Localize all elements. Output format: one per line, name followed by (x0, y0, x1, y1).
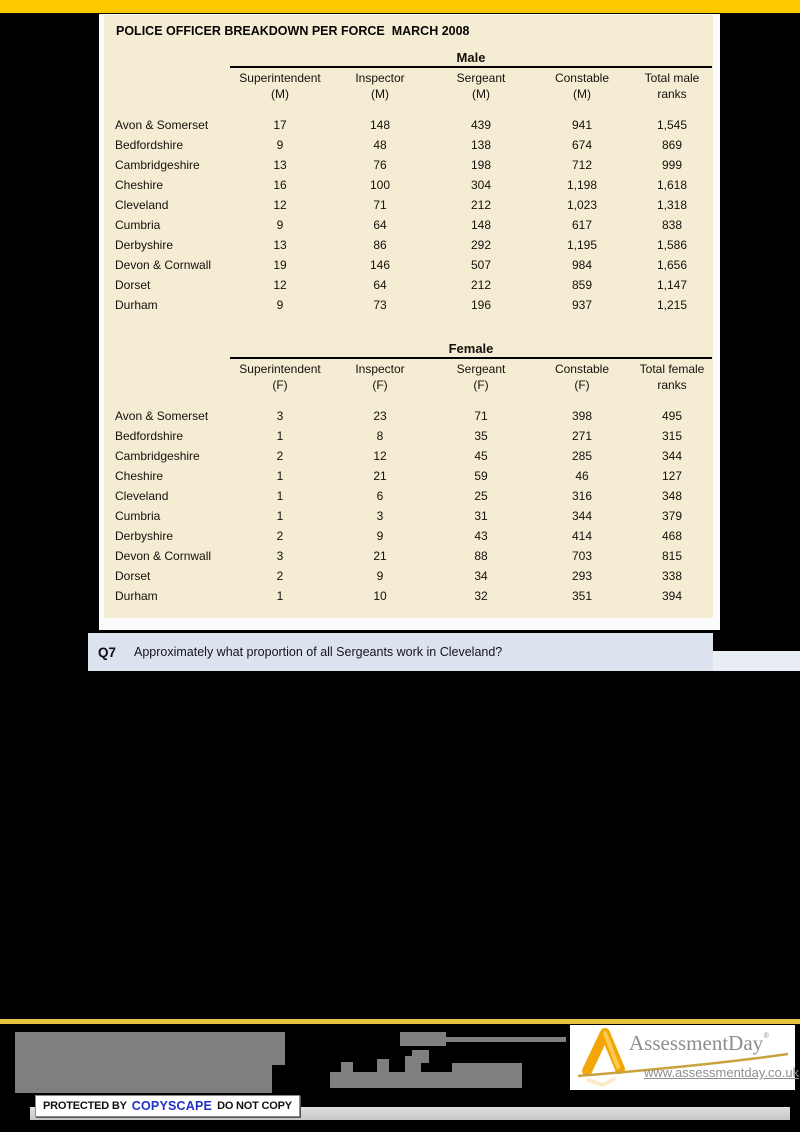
table-row (104, 215, 713, 235)
row-label-header-spacer (104, 362, 230, 393)
redacted-block (15, 1065, 272, 1093)
table-row (104, 275, 713, 295)
redacted-block (400, 1032, 446, 1046)
table-row (104, 155, 713, 175)
force-name: Cambridgeshire (115, 158, 200, 173)
value-cell: 1,215 (656, 298, 688, 313)
force-name: Avon & Somerset (115, 118, 209, 133)
value-cell: 212 (470, 278, 492, 293)
value-cell: 12 (273, 198, 287, 213)
value-cell: 999 (661, 158, 683, 173)
value-cell: 315 (661, 429, 683, 444)
table-background (104, 15, 713, 618)
column-header-line1: Constable (554, 362, 610, 377)
table-row (104, 175, 713, 195)
table-row (104, 526, 713, 546)
column-header (330, 362, 430, 393)
column-header-line1: Sergeant (456, 71, 506, 85)
value-cell: 394 (661, 589, 683, 604)
section-rule (230, 50, 712, 68)
column-header (632, 71, 712, 102)
table-row (104, 235, 713, 255)
copyscape-brand: COPYSCAPE (131, 1099, 213, 1113)
value-cell: 344 (571, 509, 593, 524)
force-name: Cleveland (115, 198, 169, 213)
value-cell: 35 (474, 429, 488, 444)
column-header (532, 362, 632, 393)
value-cell: 46 (575, 469, 589, 484)
column-header-line2: (M) (371, 86, 389, 101)
force-name: Cheshire (115, 178, 164, 193)
question-number: Q7 (98, 644, 117, 660)
value-cell: 196 (470, 298, 492, 313)
column-header (532, 71, 632, 102)
value-cell: 1 (276, 429, 284, 444)
brand-name: AssessmentDay® (629, 1031, 770, 1055)
value-cell: 304 (470, 178, 492, 193)
table-row (104, 295, 713, 315)
column-header-line1: Inspector (355, 362, 405, 377)
force-name: Cumbria (115, 509, 161, 524)
section-gender-label: Male (456, 50, 486, 65)
value-cell: 2 (276, 449, 284, 464)
value-cell: 100 (369, 178, 391, 193)
data-table-panel (99, 14, 720, 630)
force-name: Dorset (115, 569, 151, 584)
table-row (104, 466, 713, 486)
column-header-line1: Superintendent (239, 362, 321, 377)
column-header (230, 362, 330, 393)
column-header-line1: Inspector (355, 71, 405, 85)
column-header-line1: Total female (639, 362, 705, 377)
redacted-block (405, 1056, 421, 1072)
value-cell: 146 (369, 258, 391, 273)
value-cell: 1,618 (656, 178, 688, 193)
copyscape-suffix: DO NOT COPY (217, 1100, 292, 1112)
value-cell: 1 (276, 509, 284, 524)
column-header-line1: Sergeant (456, 362, 506, 377)
question-box-extension (713, 651, 800, 671)
value-cell: 1 (276, 469, 284, 484)
value-cell: 198 (470, 158, 492, 173)
table-row (104, 115, 713, 135)
registered-mark: ® (763, 1031, 770, 1040)
value-cell: 23 (373, 409, 387, 424)
value-cell: 6 (376, 489, 384, 504)
value-cell: 495 (661, 409, 683, 424)
value-cell: 86 (373, 238, 387, 253)
value-cell: 712 (571, 158, 593, 173)
value-cell: 21 (373, 469, 387, 484)
redacted-block (341, 1062, 353, 1072)
value-cell: 8 (376, 429, 384, 444)
table-title: POLICE OFFICER BREAKDOWN PER FORCE MARCH 2008 (116, 24, 470, 38)
section-gender-label: Female (448, 341, 494, 357)
value-cell: 468 (661, 529, 683, 544)
table-row (104, 566, 713, 586)
column-header (430, 362, 532, 393)
value-cell: 16 (273, 178, 287, 193)
value-cell: 838 (661, 218, 683, 233)
value-cell: 2 (276, 569, 284, 584)
footer-accent-line (0, 1019, 800, 1024)
value-cell: 21 (373, 549, 387, 564)
value-cell: 12 (373, 449, 387, 464)
value-cell: 71 (373, 198, 387, 213)
value-cell: 1,318 (656, 198, 688, 213)
value-cell: 12 (273, 278, 287, 293)
value-cell: 3 (376, 509, 384, 524)
value-cell: 88 (474, 549, 488, 564)
value-cell: 1,147 (656, 278, 688, 293)
value-cell: 617 (571, 218, 593, 233)
redacted-block (452, 1063, 522, 1088)
value-cell: 1 (276, 589, 284, 604)
value-cell: 293 (571, 569, 593, 584)
force-name: Derbyshire (115, 238, 174, 253)
value-cell: 348 (661, 489, 683, 504)
value-cell: 984 (571, 258, 593, 273)
value-cell: 869 (661, 138, 683, 153)
value-cell: 48 (373, 138, 387, 153)
column-header-line2: (F) (473, 377, 489, 392)
column-header-line1: Constable (554, 71, 610, 85)
column-header-line2: (F) (372, 377, 388, 392)
force-name: Devon & Cornwall (115, 258, 212, 273)
value-cell: 271 (571, 429, 593, 444)
value-cell: 32 (474, 589, 488, 604)
table-sections (104, 50, 713, 606)
force-name: Devon & Cornwall (115, 549, 212, 564)
copyscape-prefix: PROTECTED BY (43, 1100, 127, 1112)
table-row (104, 506, 713, 526)
column-header-row (104, 71, 713, 102)
redacted-block (446, 1037, 566, 1042)
value-cell: 338 (661, 569, 683, 584)
value-cell: 9 (376, 569, 384, 584)
value-cell: 507 (470, 258, 492, 273)
value-cell: 9 (276, 218, 284, 233)
section-rule (230, 341, 712, 359)
value-cell: 703 (571, 549, 593, 564)
value-cell: 73 (373, 298, 387, 313)
value-cell: 148 (470, 218, 492, 233)
table-row (104, 426, 713, 446)
column-header-line2: ranks (657, 86, 687, 101)
value-cell: 138 (470, 138, 492, 153)
column-header-line1: Superintendent (239, 71, 321, 85)
force-name: Dorset (115, 278, 151, 293)
value-cell: 1,545 (656, 118, 688, 133)
value-cell: 1,586 (656, 238, 688, 253)
table-row (104, 255, 713, 275)
force-name: Cleveland (115, 489, 169, 504)
column-header (632, 362, 712, 393)
table-row (104, 546, 713, 566)
value-cell: 3 (276, 549, 284, 564)
value-cell: 9 (276, 298, 284, 313)
value-cell: 937 (571, 298, 593, 313)
value-cell: 127 (661, 469, 683, 484)
value-cell: 43 (474, 529, 488, 544)
table-row (104, 586, 713, 606)
redacted-block (377, 1059, 389, 1072)
force-name: Cheshire (115, 469, 164, 484)
value-cell: 45 (474, 449, 488, 464)
value-cell: 64 (373, 278, 387, 293)
column-header (330, 71, 430, 102)
value-cell: 292 (470, 238, 492, 253)
value-cell: 148 (369, 118, 391, 133)
value-cell: 76 (373, 158, 387, 173)
force-name: Durham (115, 589, 158, 604)
column-header-line2: (M) (573, 86, 591, 101)
value-cell: 64 (373, 218, 387, 233)
value-cell: 815 (661, 549, 683, 564)
column-header (430, 71, 532, 102)
value-cell: 59 (474, 469, 488, 484)
force-name: Cumbria (115, 218, 161, 233)
value-cell: 316 (571, 489, 593, 504)
table-row (104, 446, 713, 466)
brand-url-link[interactable]: www.assessmentday.co.uk (644, 1065, 800, 1080)
value-cell: 2 (276, 529, 284, 544)
row-label-header-spacer (104, 71, 230, 102)
value-cell: 71 (474, 409, 488, 424)
value-cell: 1,195 (566, 238, 598, 253)
column-header-line2: (M) (271, 86, 289, 101)
column-header-line2: (F) (574, 377, 590, 392)
value-cell: 34 (474, 569, 488, 584)
force-name: Bedfordshire (115, 429, 184, 444)
value-cell: 10 (373, 589, 387, 604)
value-cell: 9 (276, 138, 284, 153)
question-text: Approximately what proportion of all Sergeants work in Cleveland? (134, 645, 503, 659)
value-cell: 17 (273, 118, 287, 133)
value-cell: 351 (571, 589, 593, 604)
column-header-line2: (F) (272, 377, 288, 392)
question-box (88, 633, 713, 671)
column-header-row (104, 362, 713, 393)
value-cell: 344 (661, 449, 683, 464)
table-row (104, 486, 713, 506)
value-cell: 439 (470, 118, 492, 133)
value-cell: 1,023 (566, 198, 598, 213)
value-cell: 285 (571, 449, 593, 464)
redacted-block (15, 1032, 285, 1065)
column-header-line1: Total male (644, 71, 700, 85)
value-cell: 9 (376, 529, 384, 544)
value-cell: 13 (273, 238, 287, 253)
value-cell: 1 (276, 489, 284, 504)
column-header-line2: ranks (657, 377, 687, 392)
table-row (104, 135, 713, 155)
value-cell: 31 (474, 509, 488, 524)
value-cell: 414 (571, 529, 593, 544)
value-cell: 674 (571, 138, 593, 153)
column-header-line2: (M) (472, 86, 490, 101)
value-cell: 13 (273, 158, 287, 173)
table-section-female (104, 341, 713, 606)
force-name: Durham (115, 298, 158, 313)
redacted-block (330, 1072, 452, 1088)
value-cell: 212 (470, 198, 492, 213)
value-cell: 19 (273, 258, 287, 273)
force-name: Avon & Somerset (115, 409, 209, 424)
force-name: Cambridgeshire (115, 449, 200, 464)
value-cell: 25 (474, 489, 488, 504)
top-accent-bar (0, 0, 800, 13)
copyscape-badge[interactable] (35, 1095, 300, 1117)
force-name: Bedfordshire (115, 138, 184, 153)
table-row (104, 406, 713, 426)
value-cell: 3 (276, 409, 284, 424)
table-section-male (104, 50, 713, 315)
table-row (104, 195, 713, 215)
column-header (230, 71, 330, 102)
value-cell: 379 (661, 509, 683, 524)
value-cell: 398 (571, 409, 593, 424)
force-name: Derbyshire (115, 529, 174, 544)
value-cell: 1,656 (656, 258, 688, 273)
value-cell: 1,198 (566, 178, 598, 193)
value-cell: 859 (571, 278, 593, 293)
value-cell: 941 (571, 118, 593, 133)
assessmentday-logo (570, 1025, 800, 1090)
